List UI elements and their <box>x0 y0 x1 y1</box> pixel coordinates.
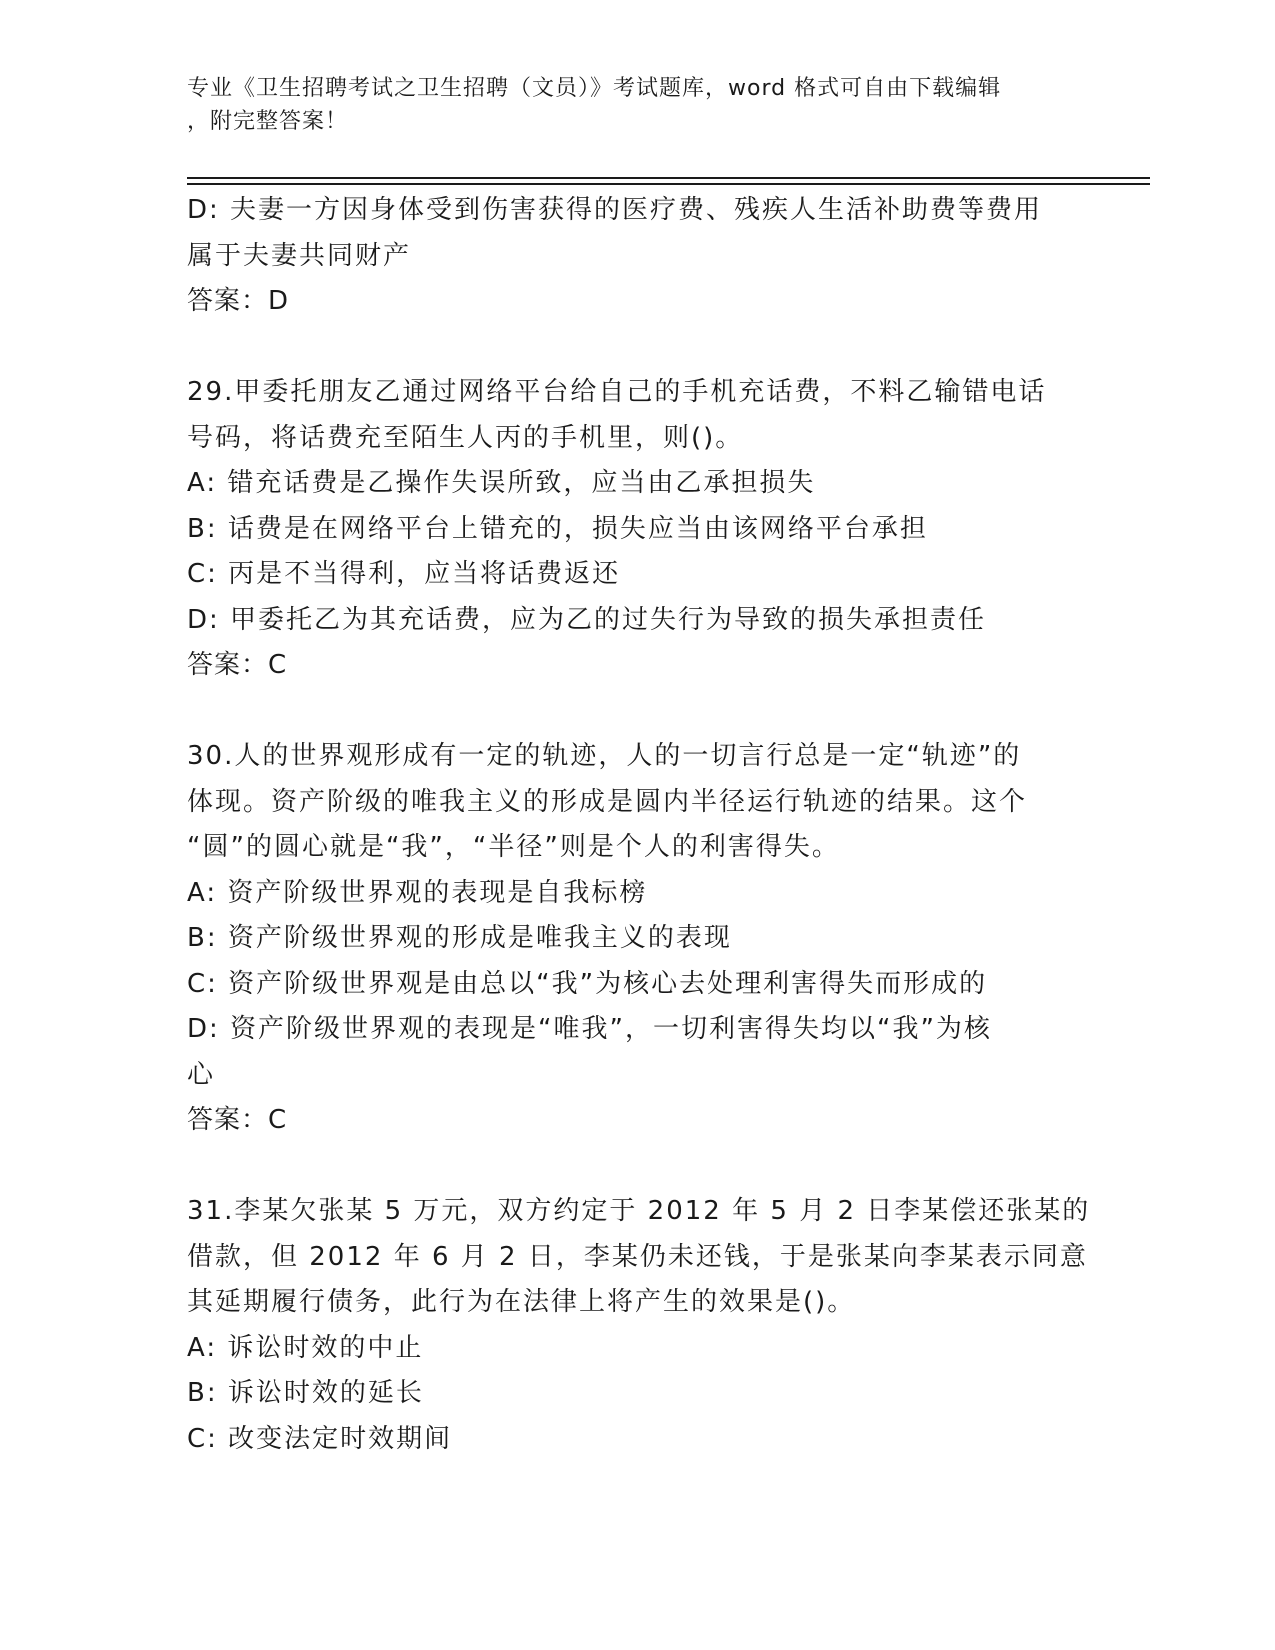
option-b: B: 诉讼时效的延长 <box>187 1378 424 1408</box>
previous-question-tail <box>187 188 1087 325</box>
spacer <box>187 325 1087 371</box>
question-30 <box>187 734 1087 1144</box>
option-a: A: 错充话费是乙操作失误所致，应当由乙承担损失 <box>187 468 816 498</box>
option-b: B: 资产阶级世界观的形成是唯我主义的表现 <box>187 923 732 953</box>
spacer <box>187 689 1087 735</box>
spacer <box>187 1144 1087 1190</box>
header-divider-top <box>187 177 1150 179</box>
question-stem: 29.甲委托朋友乙通过网络平台给自己的手机充话费，不料乙输错电话 <box>187 377 1047 407</box>
question-29 <box>187 370 1087 689</box>
option-c: C: 改变法定时效期间 <box>187 1423 453 1454</box>
option-d-continued: 属于夫妻共同财产 <box>187 240 412 271</box>
question-31 <box>187 1189 1091 1462</box>
option-a: A: 诉讼时效的中止 <box>187 1332 424 1363</box>
answer: 答案：C <box>187 1105 288 1135</box>
option-d: D: 甲委托乙为其充话费，应为乙的过失行为导致的损失承担责任 <box>187 604 987 635</box>
option-c: C: 资产阶级世界观是由总以“我”为核心去处理利害得失而形成的 <box>187 968 988 999</box>
header-divider-bottom <box>187 183 1150 185</box>
question-stem-continued: “圆”的圆心就是“我”，“半径”则是个人的利害得失。 <box>187 832 840 862</box>
answer: 答案：C <box>187 650 288 680</box>
question-stem-continued: 其延期履行债务，此行为在法律上将产生的效果是()。 <box>187 1287 856 1317</box>
document-header <box>187 72 1067 138</box>
header-line-1: 专业《卫生招聘考试之卫生招聘（文员）》考试题库，word 格式可自由下载编辑 <box>187 76 1002 101</box>
option-b: B: 话费是在网络平台上错充的，损失应当由该网络平台承担 <box>187 513 928 544</box>
option-d-continued: 心 <box>187 1059 216 1090</box>
question-stem-continued: 号码，将话费充至陌生人丙的手机里，则()。 <box>187 422 744 453</box>
question-stem: 30.人的世界观形成有一定的轨迹，人的一切言行总是一定“轨迹”的 <box>187 741 1022 771</box>
option-c: C: 丙是不当得利，应当将话费返还 <box>187 559 621 589</box>
question-content <box>187 188 1091 1462</box>
option-d: D: 夫妻一方因身体受到伤害获得的医疗费、残疾人生活补助费等费用 <box>187 195 1043 225</box>
question-stem-continued: 体现。资产阶级的唯我主义的形成是圆内半径运行轨迹的结果。这个 <box>187 786 1028 817</box>
question-stem: 31.李某欠张某 5 万元，双方约定于 2012 年 5 月 2 日李某偿还张某的 <box>187 1196 1091 1226</box>
option-a: A: 资产阶级世界观的表现是自我标榜 <box>187 877 648 908</box>
question-stem-continued: 借款，但 2012 年 6 月 2 日，李某仍未还钱，于是张某向李某表示同意 <box>187 1241 1088 1272</box>
header-line-2: ，附完整答案！ <box>187 109 349 134</box>
option-d: D: 资产阶级世界观的表现是“唯我”，一切利害得失均以“我”为核 <box>187 1014 992 1044</box>
answer: 答案：D <box>187 286 290 316</box>
